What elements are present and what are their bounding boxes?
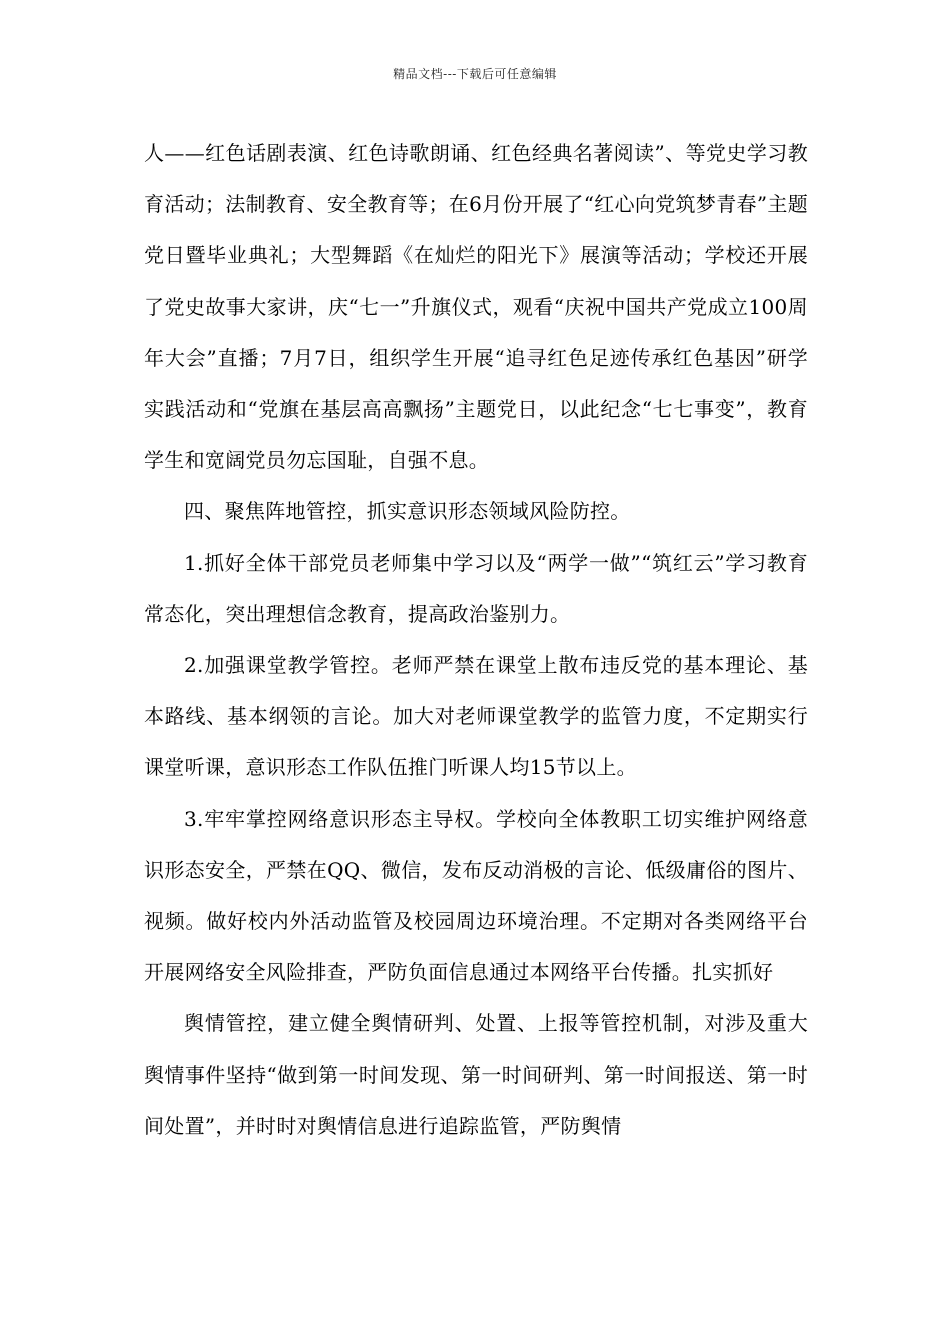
paragraph-continuation: 人——红色话剧表演、红色诗歌朗诵、红色经典名著阅读”、等党史学习教育活动；法制教育、安全教育等；在6月份开展了“红心向党筑梦青春”主题党日暨毕业典礼；大型舞蹈《在灿烂的阳光下》展演等活动；学校还开展了党史故事大家讲，庆“七一”升旗仪式，观看“庆祝中国共产党成立100周年大会”直播；7月7日，组织学生开展“追寻红色足迹传承红色基因”研学实践活动和“党旗在基层高高飘扬”主题党日，以此纪念“七七事变”，教育学生和宽阔党员勿忘国耻，自强不息。 bbox=[144, 141, 808, 473]
paragraph-item-2: 2.加强课堂教学管控。老师严禁在课堂上散布违反党的基本理论、基本路线、基本纲领的言论。加大对老师课堂教学的监管力度，不定期实行课堂听课，意识形态工作队伍推门听课人均15节以上。 bbox=[144, 653, 808, 780]
section-heading-four: 四、聚焦阵地管控，抓实意识形态领域风险防控。 bbox=[184, 499, 631, 524]
paragraph-public-opinion: 舆情管控，建立健全舆情研判、处置、上报等管控机制，对涉及重大舆情事件坚持“做到第一时间发现、第一时间研判、第一时间报送、第一时间处置”，并时时对舆情信息进行追踪监管，严防舆情 bbox=[144, 1011, 808, 1138]
document-body bbox=[144, 128, 808, 1152]
paragraph-item-1: 1.抓好全体干部党员老师集中学习以及“两学一做”“筑红云”学习教育常态化，突出理想信念教育，提高政治鉴别力。 bbox=[144, 550, 808, 626]
page-header: 精品文档---下载后可任意编辑 bbox=[393, 67, 557, 81]
paragraph-item-3: 3.牢牢掌控网络意识形态主导权。学校向全体教职工切实维护网络意识形态安全，严禁在QQ、微信，发布反动消极的言论、低级庸俗的图片、视频。做好校内外活动监管及校园周边环境治理。不定期对各类网络平台开展网络安全风险排查，严防负面信息通过本网络平台传播。扎实抓好 bbox=[144, 806, 808, 985]
